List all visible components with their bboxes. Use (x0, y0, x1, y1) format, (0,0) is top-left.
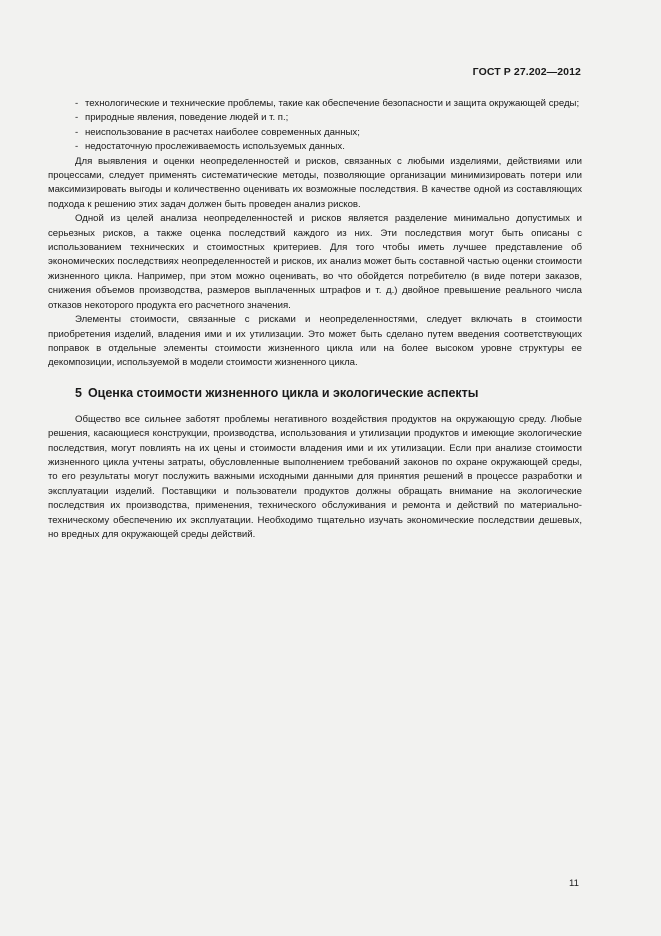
list-item (48, 126, 582, 140)
paragraph-cost-elements: Элементы стоимости, связанные с рисками и неопределенностями, следует включать в стоимости приобретения изделий, владения ими и их утилизации. Это может быть сделано путем введения соответствующих поправок в отдельные элементы стоимости жизненного цикла или на более высоком уровне структуры ее декомпозиции, используемой в модели стоимости жизненного цикла. (48, 314, 582, 369)
list-item-text: недостаточную прослеживаемость используемых данных. (85, 141, 345, 153)
section-number: 5 (75, 385, 82, 400)
list-item-text: неиспользование в расчетах наиболее современных данных; (85, 126, 360, 138)
paragraph-environment: Общество все сильнее заботят проблемы негативного воздействия продуктов на окружающую среду. Любые решения, касающиеся конструкции, производства, использования и утилизации продуктов и имеющие экологические последствия, могут повлиять на их цены и стоимости владения ими и их утилизации. Если при анализе стоимости жизненного цикла учтены затраты, обусловленные выполнением требований законов по охране окружающей среды, то его результаты могут послужить важными исходными данными для принятия решений в процессе разработки и эксплуатации изделий. Поставщики и пользователи продуктов должны обращать внимание на экологические последствия их производства, применения, технического обслуживания и ремонта и действий по материально-техническому обеспечению их эксплуатации. Необходимо тщательно изучать экономические последствии дешевых, но вредных для окружающей среды действий. (48, 413, 582, 540)
document-body (48, 97, 582, 542)
list-item (48, 111, 582, 125)
paragraph-risk-methods: Для выявления и оценки неопределенностей и рисков, связанных с любыми изделиями, действиями или процессами, следует применять систематические методы, позволяющие организации минимизировать потери или максимизировать выгоды и количественно оценивать их возможные последствия. В качестве одной из составляющих подхода к решению этих задач должен быть проведен анализ рисков. (48, 155, 582, 210)
page-number: 11 (569, 878, 579, 889)
bullet-dash: - (75, 112, 79, 124)
list-item-text: природные явления, поведение людей и т. п.; (85, 112, 289, 124)
section-heading (48, 385, 582, 401)
list-item (48, 97, 582, 111)
list-item-text: технологические и технические проблемы, такие как обеспечение безопасности и защита окружающей среды; (85, 98, 580, 109)
list-item (48, 140, 582, 154)
bullet-dash: - (75, 98, 79, 109)
bullet-dash: - (75, 126, 79, 138)
document-code-header: ГОСТ Р 27.202—2012 (472, 66, 581, 78)
section-title: Оценка стоимости жизненного цикла и экологические аспекты (87, 385, 479, 400)
bullet-dash: - (75, 141, 79, 153)
paragraph-risk-analysis: Одной из целей анализа неопределенностей и рисков является разделение минимально допустимых и серьезных рисков, а также оценка последствий каждого из них. Эти последствия могут быть описаны с использованием технических и стоимостных критериев. Для того чтобы иметь лучшее представление об экономических последствиях неопределенностей и рисков, их анализ может быть составной частью оценки стоимости жизненного цикла. Например, при этом можно оценивать, во что обойдется потребителю (в виде потери заказов, снижения объемов производства, размеров выплаченных штрафов и т. д.) двойное превышение реального числа отказов некоторого продукта его расчетного значения. (48, 213, 582, 311)
